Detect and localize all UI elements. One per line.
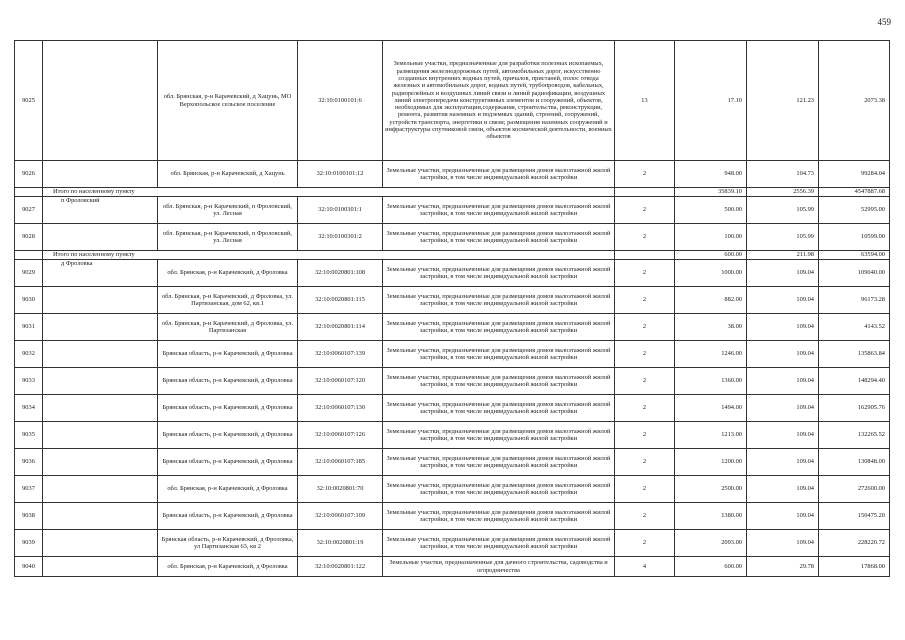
cadastral-value: 96173.28 <box>819 287 890 314</box>
row-id: 9039 <box>15 530 43 557</box>
cadastral-number: 32:10:0060107:109 <box>298 503 383 530</box>
subtotal-area: 600.00 <box>675 251 747 260</box>
zone-code: 2 <box>615 161 675 188</box>
cadastral-number: 32:10:0020801:70 <box>298 476 383 503</box>
zone-code: 2 <box>615 197 675 224</box>
land-use: Земельные участки, предназначенные для размещения домов малоэтажной жилой застройки, в том числе индивидуальной жилой застройки <box>383 368 615 395</box>
settlement-name <box>43 557 158 577</box>
unit-price: 109.04 <box>747 260 819 287</box>
unit-price: 109.04 <box>747 449 819 476</box>
land-use: Земельные участки, предназначенные для размещения домов малоэтажной жилой застройки, в том числе индивидуальной жилой застройки <box>383 197 615 224</box>
unit-price: 109.04 <box>747 530 819 557</box>
table-row <box>15 161 890 188</box>
subtotal-label-text: Итого по населенному пункту <box>53 188 135 195</box>
area: 1213.00 <box>675 422 747 449</box>
row-id: 9028 <box>15 224 43 251</box>
address: обл. Брянская, р-н Карачевский, п Фроловский, ул. Лесная <box>158 224 298 251</box>
zone-code: 2 <box>615 395 675 422</box>
cadastral-number: 32:10:0100101:12 <box>298 161 383 188</box>
settlement-name <box>43 503 158 530</box>
settlement-name <box>43 395 158 422</box>
row-id: 9038 <box>15 503 43 530</box>
land-use: Земельные участки, предназначенные для размещения домов малоэтажной жилой застройки, в том числе индивидуальной жилой застройки <box>383 161 615 188</box>
land-use: Земельные участки, предназначенные для разработки полезных ископаемых, размещения железнодорожных путей, автомобильных дорог, искусственно созданных внутренних водных путей, причалов, пристаней, полос отвода железных и автомобильных дорог, водных путей, трубопроводов, кабельных, радиорелейных и воздушных линий связи и линий радиофикации, воздушных линий электропередачи конструктивных элементов и сооружений, объектов, необходимых для эксплуатации,содержания, строительства, реконструкции, ремонта, развития наземных и подземных зданий, строений, сооружений, устройств транспорта, энергетики и связи; размещения наземных сооружений и инфраструктуры спутниковой связи, объектов космической деятельности, военных объектов <box>383 41 615 161</box>
unit-price: 105.99 <box>747 224 819 251</box>
subtotal-row <box>15 251 890 260</box>
row-id: 9027 <box>15 197 43 224</box>
address: обл. Брянская, р-н Карачевский, д Фроловка, ул. Партизанская, дом 62, кв.1 <box>158 287 298 314</box>
area: 500.00 <box>675 197 747 224</box>
land-use: Земельные участки, предназначенные для размещения домов малоэтажной жилой застройки, в том числе индивидуальной жилой застройки <box>383 422 615 449</box>
empty-cell <box>15 188 43 197</box>
zone-code: 2 <box>615 476 675 503</box>
area: 2093.00 <box>675 530 747 557</box>
cadastral-value: 135863.84 <box>819 341 890 368</box>
zone-code: 2 <box>615 530 675 557</box>
address: обл. Брянская, р-н Карачевский, д Фроловка, ул. Партизанская <box>158 314 298 341</box>
address: Брянская область, р-н Карачевский, д Фроловка <box>158 422 298 449</box>
cadastral-number: 32:10:0020801:108 <box>298 260 383 287</box>
land-use: Земельные участки, предназначенные для размещения домов малоэтажной жилой застройки, в том числе индивидуальной жилой застройки <box>383 341 615 368</box>
land-use: Земельные участки, предназначенные для размещения домов малоэтажной жилой застройки, в том числе индивидуальной жилой застройки <box>383 260 615 287</box>
zone-code: 2 <box>615 341 675 368</box>
row-id: 9034 <box>15 395 43 422</box>
unit-price: 104.73 <box>747 161 819 188</box>
unit-price: 109.04 <box>747 395 819 422</box>
cadastral-number: 32:10:0020801:114 <box>298 314 383 341</box>
table-row <box>15 476 890 503</box>
cadastral-number: 32:10:0060107:139 <box>298 341 383 368</box>
settlement-name <box>43 161 158 188</box>
subtotal-price: 2556.39 <box>747 188 819 197</box>
land-use: Земельные участки, предназначенные для размещения домов малоэтажной жилой застройки, в том числе индивидуальной жилой застройки <box>383 530 615 557</box>
table-row <box>15 314 890 341</box>
settlement-name <box>43 368 158 395</box>
unit-price: 109.04 <box>747 368 819 395</box>
cadastral-value: 17868.00 <box>819 557 890 577</box>
area: 17.10 <box>675 41 747 161</box>
unit-price: 109.04 <box>747 341 819 368</box>
area: 2500.00 <box>675 476 747 503</box>
table-row <box>15 341 890 368</box>
row-id: 9029 <box>15 260 43 287</box>
settlement-name <box>43 530 158 557</box>
cadastral-value: 228220.72 <box>819 530 890 557</box>
unit-price: 105.99 <box>747 197 819 224</box>
unit-price: 109.04 <box>747 422 819 449</box>
cadastral-number: 32:10:0060107:120 <box>298 368 383 395</box>
table-row <box>15 503 890 530</box>
page-number: 459 <box>877 17 891 27</box>
zone-code: 2 <box>615 224 675 251</box>
land-register-table <box>14 40 890 577</box>
address: Брянская область, р-н Карачевский, д Фроловка <box>158 395 298 422</box>
cadastral-value: 2073.38 <box>819 41 890 161</box>
land-use: Земельные участки, предназначенные для размещения домов малоэтажной жилой застройки, в том числе индивидуальной жилой застройки <box>383 314 615 341</box>
area: 882.00 <box>675 287 747 314</box>
subtotal-price: 211.98 <box>747 251 819 260</box>
area: 1360.00 <box>675 368 747 395</box>
subtotal-row <box>15 188 890 197</box>
row-id: 9032 <box>15 341 43 368</box>
empty-cell <box>615 251 675 260</box>
cadastral-number: 32:10:0100301:2 <box>298 224 383 251</box>
row-id: 9033 <box>15 368 43 395</box>
settlement-name <box>43 41 158 161</box>
unit-price: 109.04 <box>747 503 819 530</box>
cadastral-value: 109040.00 <box>819 260 890 287</box>
table-row <box>15 530 890 557</box>
area: 1200.00 <box>675 449 747 476</box>
land-use: Земельные участки, предназначенные для размещения домов малоэтажной жилой застройки, в том числе индивидуальной жилой застройки <box>383 224 615 251</box>
land-use: Земельные участки, предназначенные для размещения домов малоэтажной жилой застройки, в том числе индивидуальной жилой застройки <box>383 476 615 503</box>
settlement-name <box>43 224 158 251</box>
settlement-name <box>43 476 158 503</box>
cadastral-value: 162905.76 <box>819 395 890 422</box>
land-use: Земельные участки, предназначенные для размещения домов малоэтажной жилой застройки, в том числе индивидуальной жилой застройки <box>383 449 615 476</box>
table-row <box>15 557 890 577</box>
area: 1000.00 <box>675 260 747 287</box>
zone-code: 2 <box>615 503 675 530</box>
zone-code: 13 <box>615 41 675 161</box>
settlement-name <box>43 449 158 476</box>
address: Брянская область, р-н Карачевский, д Фроловка, ул Партизанская 63, кв 2 <box>158 530 298 557</box>
area: 38.00 <box>675 314 747 341</box>
unit-price: 109.04 <box>747 476 819 503</box>
unit-price: 29.78 <box>747 557 819 577</box>
table-row <box>15 260 890 287</box>
subtotal-label-text: Итого по населенному пункту <box>53 251 135 258</box>
subtotal-label <box>43 251 615 260</box>
table-row <box>15 368 890 395</box>
zone-code: 2 <box>615 422 675 449</box>
row-id: 9036 <box>15 449 43 476</box>
subtotal-label <box>43 188 615 197</box>
cadastral-number: 32:10:0020801:19 <box>298 530 383 557</box>
land-use: Земельные участки, предназначенные для размещения домов малоэтажной жилой застройки, в том числе индивидуальной жилой застройки <box>383 395 615 422</box>
table-row <box>15 395 890 422</box>
row-id: 9040 <box>15 557 43 577</box>
cadastral-number: 32:10:0060107:126 <box>298 422 383 449</box>
cadastral-number: 32:10:0020801:115 <box>298 287 383 314</box>
cadastral-number: 32:10:0020801:122 <box>298 557 383 577</box>
zone-code: 2 <box>615 314 675 341</box>
zone-code: 2 <box>615 260 675 287</box>
cadastral-value: 99284.04 <box>819 161 890 188</box>
area: 1246.00 <box>675 341 747 368</box>
table-row <box>15 449 890 476</box>
address: обл. Брянская, р-н Карачевский, п Фроловский, ул. Лесная <box>158 197 298 224</box>
settlement-name <box>43 287 158 314</box>
area: 600.00 <box>675 557 747 577</box>
row-id: 9025 <box>15 41 43 161</box>
empty-cell <box>15 251 43 260</box>
cadastral-value: 52995.00 <box>819 197 890 224</box>
cadastral-value: 130848.00 <box>819 449 890 476</box>
cadastral-number: 32:10:0100101:6 <box>298 41 383 161</box>
area: 948.00 <box>675 161 747 188</box>
unit-price: 121.23 <box>747 41 819 161</box>
subtotal-value: 4547887.68 <box>819 188 890 197</box>
address: обл. Брянская, р-н Карачевский, д Фроловка <box>158 476 298 503</box>
row-id: 9035 <box>15 422 43 449</box>
empty-cell <box>615 188 675 197</box>
table-row <box>15 422 890 449</box>
zone-code: 4 <box>615 557 675 577</box>
unit-price: 109.04 <box>747 287 819 314</box>
land-use: Земельные участки, предназначенные для размещения домов малоэтажной жилой застройки, в том числе индивидуальной жилой застройки <box>383 287 615 314</box>
table-row <box>15 287 890 314</box>
settlement-name <box>43 341 158 368</box>
address: обл. Брянская, р-н Карачевский, д Фроловка <box>158 260 298 287</box>
cadastral-value: 150475.20 <box>819 503 890 530</box>
address: Брянская область, р-н Карачевский, д Фроловка <box>158 503 298 530</box>
zone-code: 2 <box>615 287 675 314</box>
area: 1380.00 <box>675 503 747 530</box>
address: Брянская область, р-н Карачевский, д Фроловка <box>158 449 298 476</box>
subtotal-value: 63594.00 <box>819 251 890 260</box>
cadastral-number: 32:10:0100301:1 <box>298 197 383 224</box>
area: 100.00 <box>675 224 747 251</box>
settlement-name <box>43 422 158 449</box>
cadastral-value: 272600.00 <box>819 476 890 503</box>
settlement-name: п Фроловский <box>43 197 158 224</box>
area: 1494.00 <box>675 395 747 422</box>
land-use: Земельные участки, предназначенные для размещения домов малоэтажной жилой застройки, в том числе индивидуальной жилой застройки <box>383 503 615 530</box>
address: Брянская область, р-н Карачевский, д Фроловка <box>158 341 298 368</box>
land-use: Земельные участки, предназначенные для дачного строительства, садоводства и огородничества <box>383 557 615 577</box>
unit-price: 109.04 <box>747 314 819 341</box>
cadastral-number: 32:10:0060107:185 <box>298 449 383 476</box>
row-id: 9026 <box>15 161 43 188</box>
address: обл. Брянская, р-н Карачевский, д Фроловка <box>158 557 298 577</box>
cadastral-value: 10599.00 <box>819 224 890 251</box>
row-id: 9037 <box>15 476 43 503</box>
address: Брянская область, р-н Карачевский, д Фроловка <box>158 368 298 395</box>
row-id: 9031 <box>15 314 43 341</box>
address: обл. Брянская, р-н Карачевский, д Хацунь, МО Верхопольское сельское поселение <box>158 41 298 161</box>
cadastral-value: 132265.52 <box>819 422 890 449</box>
settlement-name: д Фроловка <box>43 260 158 287</box>
settlement-name <box>43 314 158 341</box>
cadastral-value: 148294.40 <box>819 368 890 395</box>
table-row <box>15 224 890 251</box>
cadastral-value: 4143.52 <box>819 314 890 341</box>
cadastral-number: 32:10:0060107:130 <box>298 395 383 422</box>
row-id: 9030 <box>15 287 43 314</box>
subtotal-area: 35839.10 <box>675 188 747 197</box>
address: обл. Брянская, р-н Карачевский, д Хацунь <box>158 161 298 188</box>
zone-code: 2 <box>615 449 675 476</box>
table-row <box>15 41 890 161</box>
table-row <box>15 197 890 224</box>
zone-code: 2 <box>615 368 675 395</box>
